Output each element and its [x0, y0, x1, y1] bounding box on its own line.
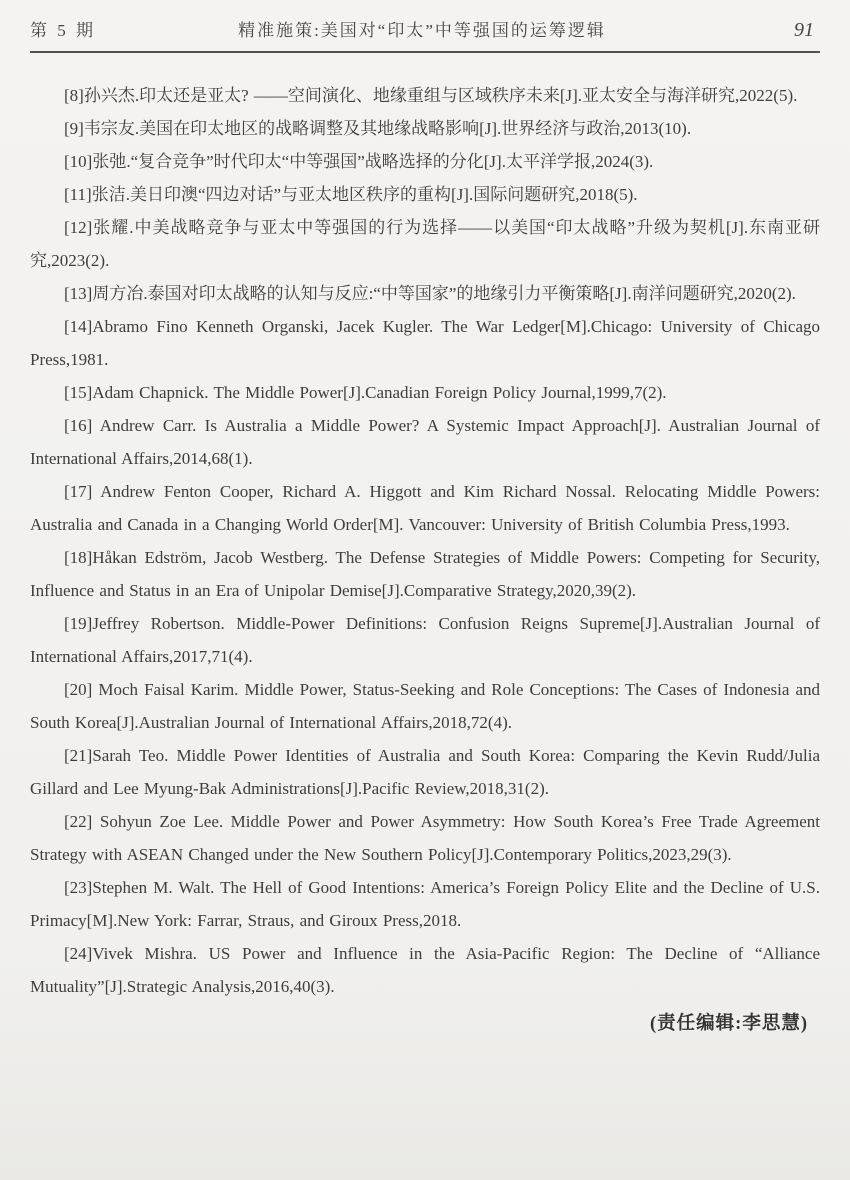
reference-item: [15]Adam Chapnick. The Middle Power[J].Canadian Foreign Policy Journal,1999,7(2). [64, 383, 667, 402]
reference-item: [22] Sohyun Zoe Lee. Middle Power and Power Asymmetry: How South Korea’s Free Trade Agreement Strategy with ASEAN Changed under the New Southern Policy[J].Contemporary Politics,2023,29(3). [30, 812, 820, 864]
reference-item: [19]Jeffrey Robertson. Middle-Power Definitions: Confusion Reigns Supreme[J].Australian Journal of International Affairs,2017,71(4). [30, 614, 820, 666]
reference-item: [16] Andrew Carr. Is Australia a Middle Power? A Systemic Impact Approach[J]. Australian Journal of International Affairs,2014,68(1). [30, 416, 820, 468]
running-head [30, 16, 820, 42]
reference-item: [20] Moch Faisal Karim. Middle Power, Status-Seeking and Role Conceptions: The Cases of Indonesia and South Korea[J].Australian Journal of International Affairs,2018,72(4). [30, 680, 820, 732]
references-list [30, 79, 820, 1003]
reference-item: [21]Sarah Teo. Middle Power Identities of Australia and South Korea: Comparing the Kevin Rudd/Julia Gillard and Lee Myung-Bak Administrations[J].Pacific Review,2018,31(2). [30, 746, 820, 798]
reference-item: [17] Andrew Fenton Cooper, Richard A. Higgott and Kim Richard Nossal. Relocating Middle Powers: Australia and Canada in a Changing World Order[M]. Vancouver: University of British Columbia Press,1993. [30, 482, 820, 534]
header-divider [30, 51, 820, 53]
reference-item: [13]周方冶.泰国对印太战略的认知与反应:“中等国家”的地缘引力平衡策略[J].南洋问题研究,2020(2). [64, 284, 796, 303]
reference-item: [10]张弛.“复合竞争”时代印太“中等强国”战略选择的分化[J].太平洋学报,2024(3). [64, 152, 654, 171]
reference-item: [12]张耀.中美战略竞争与亚太中等强国的行为选择——以美国“印太战略”升级为契机[J].东南亚研究,2023(2). [30, 218, 820, 270]
reference-item: [11]张洁.美日印澳“四边对话”与亚太地区秩序的重构[J].国际问题研究,2018(5). [64, 185, 638, 204]
editor-note: (责任编辑:李思慧) [650, 1014, 808, 1034]
reference-item: [14]Abramo Fino Kenneth Organski, Jacek Kugler. The War Ledger[M].Chicago: University of Chicago Press,1981. [30, 317, 820, 369]
issue-label: 第 5 期 [30, 21, 96, 40]
reference-item: [23]Stephen M. Walt. The Hell of Good Intentions: America’s Foreign Policy Elite and the Decline of U.S. Primacy[M].New York: Farrar, Straus, and Giroux Press,2018. [30, 878, 820, 930]
reference-item: [8]孙兴杰.印太还是亚太? ——空间演化、地缘重组与区域秩序未来[J].亚太安全与海洋研究,2022(5). [64, 86, 798, 105]
page-number: 91 [794, 19, 814, 41]
page-title: 精准施策:美国对“印太”中等强国的运筹逻辑 [238, 21, 606, 40]
reference-item: [18]Håkan Edström, Jacob Westberg. The Defense Strategies of Middle Powers: Competing for Security, Influence and Status in an Era of Unipolar Demise[J].Comparative Strategy,2020,39(2). [30, 548, 820, 600]
reference-item: [24]Vivek Mishra. US Power and Influence in the Asia-Pacific Region: The Decline of “Alliance Mutuality”[J].Strategic Analysis,2016,40(3). [30, 944, 820, 996]
reference-item: [9]韦宗友.美国在印太地区的战略调整及其地缘战略影响[J].世界经济与政治,2013(10). [64, 119, 692, 138]
page-footer [30, 1009, 820, 1035]
